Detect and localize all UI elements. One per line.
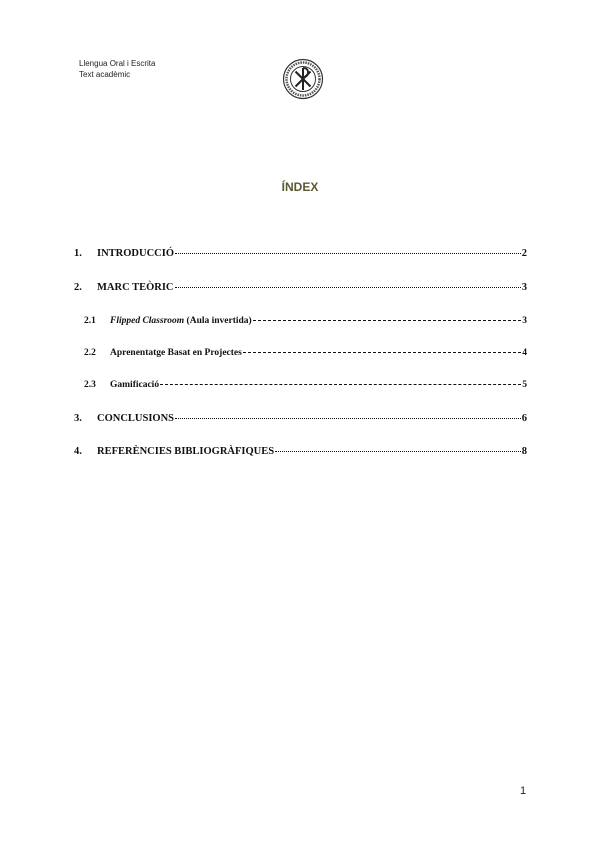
- toc-entry-title: [110, 316, 252, 326]
- toc-entry-title: REFERÈNCIES BIBLIOGRÀFIQUES: [97, 446, 275, 457]
- toc-entry-page: 6: [521, 413, 527, 424]
- toc-entry-title-rest: (Aula invertida): [184, 316, 252, 326]
- toc-entry-abp[interactable]: [74, 348, 527, 358]
- toc-entry-introduccio[interactable]: [74, 248, 527, 259]
- toc-entry-number: 3.: [74, 413, 82, 424]
- toc-entry-title: Gamificació: [110, 380, 160, 390]
- dot-leader: [175, 287, 521, 288]
- document-header: [79, 58, 155, 80]
- toc-entry-flipped-classroom[interactable]: [74, 316, 527, 326]
- toc-entry-page: 4: [522, 348, 527, 358]
- toc-entry-marc-teoric[interactable]: [74, 282, 527, 293]
- toc-entry-page: 3: [521, 282, 527, 293]
- dash-leader: [160, 384, 521, 385]
- header-subtitle: Text acadèmic: [79, 70, 131, 79]
- toc-entry-title-italic: Flipped Classroom: [110, 316, 185, 326]
- page-title: ÍNDEX: [281, 180, 319, 194]
- toc-entry-referencies[interactable]: [74, 446, 527, 457]
- toc-entry-page: 8: [521, 446, 527, 457]
- toc-entry-title: INTRODUCCIÓ: [97, 248, 175, 259]
- toc-entry-page: 2: [521, 248, 527, 259]
- dot-leader: [275, 451, 521, 452]
- toc-entry-number: 2.3: [84, 380, 96, 390]
- toc-entry-number: 1.: [74, 248, 82, 259]
- header-course: Llengua Oral i Escrita: [79, 59, 156, 68]
- toc-entry-number: 2.2: [84, 348, 96, 358]
- toc-entry-title: Aprenentatge Basat en Projectes: [110, 348, 242, 358]
- dash-leader: [243, 352, 521, 353]
- page-number: 1: [520, 785, 527, 797]
- toc-entry-number: 4.: [74, 446, 82, 457]
- university-seal-icon: [282, 58, 324, 100]
- toc-entry-page: 5: [522, 380, 527, 390]
- toc-entry-number: 2.: [74, 282, 82, 293]
- toc-entry-page: 3: [522, 316, 527, 326]
- dash-leader: [253, 320, 522, 321]
- toc-entry-title: MARC TEÒRIC: [97, 282, 174, 293]
- toc-entry-conclusions[interactable]: [74, 413, 527, 424]
- toc-entry-title: CONCLUSIONS: [97, 413, 175, 424]
- toc-entry-number: 2.1: [84, 316, 96, 326]
- dot-leader: [175, 418, 521, 419]
- dot-leader: [175, 253, 521, 254]
- toc-entry-gamificacio[interactable]: [74, 380, 527, 390]
